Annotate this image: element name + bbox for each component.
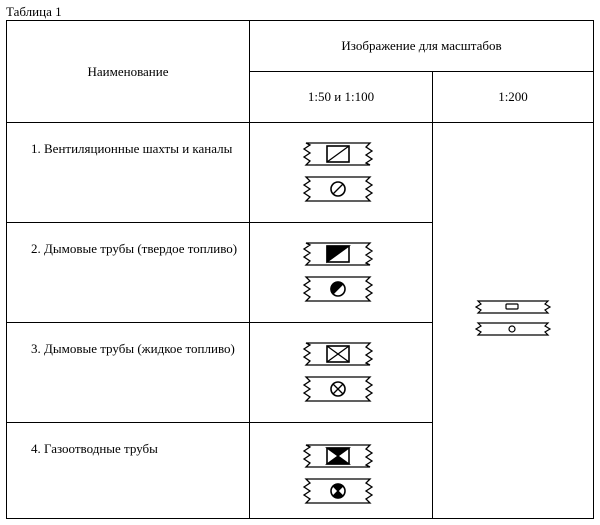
header-scale-a: 1:50 и 1:100 bbox=[250, 72, 433, 123]
chimney-liquid-fuel-symbol bbox=[250, 323, 433, 423]
row-name: 2. Дымовые трубы (твердое топливо) bbox=[7, 223, 250, 323]
row-name: 3. Дымовые трубы (жидкое топливо) bbox=[7, 323, 250, 423]
header-image-for-scales: Изображение для масштабов bbox=[250, 21, 594, 72]
row-name: 1. Вентиляционные шахты и каналы bbox=[7, 123, 250, 223]
table-row bbox=[7, 123, 594, 223]
gas-vent-pipe-symbol bbox=[250, 423, 433, 519]
header-scale-b: 1:200 bbox=[433, 72, 594, 123]
symbols-table bbox=[6, 20, 594, 519]
row-name: 4. Газоотводные трубы bbox=[7, 423, 250, 519]
ventilation-shaft-symbol bbox=[250, 123, 433, 223]
header-name: Наименование bbox=[7, 21, 250, 123]
table-caption: Таблица 1 bbox=[6, 4, 62, 19]
chimney-solid-fuel-symbol bbox=[250, 223, 433, 323]
small-scale-duct-symbol bbox=[433, 123, 594, 519]
